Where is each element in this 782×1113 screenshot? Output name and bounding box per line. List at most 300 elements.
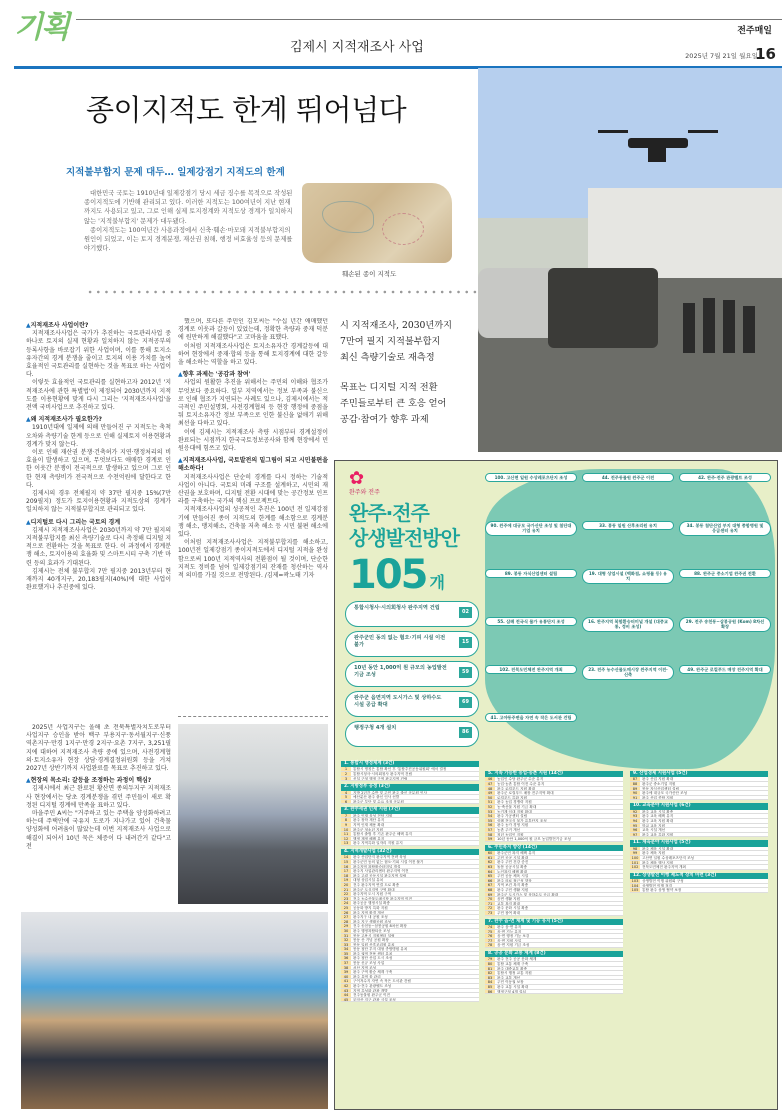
row-text: 읍·면 지원 사업 (497, 938, 522, 943)
row-text: 로컬푸드 특화 지원 (497, 795, 528, 800)
row-number: 102 (631, 865, 639, 870)
row-number: 96 (630, 828, 640, 832)
section-heading: ▲ 디지털로 다시 그리는 국토의 경계 (26, 519, 171, 527)
key-item-number: 02 (459, 607, 472, 618)
row-number: 31 (341, 934, 351, 938)
row-number: 89 (630, 787, 640, 791)
row-text: 완주 구역 환승 체계 구축 (353, 970, 393, 974)
row-number: 77 (485, 939, 495, 943)
row-number: 24 (341, 901, 351, 905)
table-row (630, 888, 768, 893)
row-text: 전북도민체전 완주지역 개최 (642, 865, 686, 869)
row-number: 81 (485, 967, 495, 971)
article-column-2 (178, 318, 328, 710)
pull-quote-line: 시 지적재조사, 2030년까지 (340, 320, 453, 331)
section-heading: ▲ 향후 과제는 '공감과 참여' (178, 371, 328, 379)
row-number: 2 (341, 772, 351, 776)
table-row (341, 998, 479, 1003)
row-number: 14 (341, 855, 351, 859)
infographic-count-number: 105 (349, 552, 427, 598)
infographic-logo (349, 469, 380, 497)
row-number: 40 (341, 975, 351, 979)
row-text: 완주에 대규모 국가산단 조성 (642, 791, 688, 795)
row-text: 행정구청 4개 설치 (497, 989, 526, 994)
project-table (341, 784, 479, 804)
key-item (345, 661, 479, 687)
row-text: 완주·전주 관광벨트 조성 (353, 984, 392, 988)
row-number: 19 (341, 878, 351, 882)
row-number: 39 (341, 970, 351, 974)
row-number: 42 (341, 984, 351, 988)
row-number: 27 (341, 915, 351, 919)
row-text: 삼례 전국식 물가 유통단지 조성 (497, 818, 547, 823)
row-text: 10년 동안 1,000억 원 규모 농업발전기금 조성 (497, 837, 571, 841)
row-text: 고산면 일원 수상레포츠단지 조성 (642, 855, 695, 860)
row-number: 25 (341, 906, 351, 910)
table-row (341, 777, 479, 782)
row-text: 완주군 중소기업 지원 (642, 782, 676, 786)
row-text: 주민 공동 체육 시설 (497, 874, 529, 878)
project-table-header: 1. 통합시 행정체계 (3건) (341, 761, 479, 767)
wanju-jeonju-infographic (334, 460, 778, 1110)
row-number: 85 (485, 985, 495, 989)
row-text: 주민 이동권 보장 (497, 980, 524, 984)
row-number: 71 (485, 902, 495, 906)
row-text: 지방 2년간 수반 및 주민 완주 출신 공무원 인사 (353, 790, 427, 795)
key-item (345, 721, 479, 747)
row-number: 72 (485, 906, 495, 910)
row-text: 봉동 첨단 부지 대형 종합병원 유치 (353, 947, 408, 951)
row-number: 10 (341, 828, 351, 832)
row-number: 28 (341, 920, 351, 924)
row-text: 통합시 명칭은 통합 확인 후 '통합추진공동위원회' 에서 결정 (353, 767, 447, 771)
body-paragraph: 마을주민 A씨는 "거주하고 있는 주택을 양성화하려고 하는데 주택안에 국유지 도로가 지나가고 있어 건축물 양성화에 어려움이 많았는데 이번 지적재조사 사업으로 해결이 되어서 10년 묵은 체증이 다 내려간거 같다"고 전 (26, 810, 171, 850)
infographic-logo-text: 완주와 전주 (349, 489, 380, 496)
infographic-count (349, 553, 445, 605)
row-number: 45 (341, 998, 351, 1002)
row-text: 완주 장학 재단 유지 (353, 818, 385, 822)
project-bubble: 42. 완주·전주 관광벨트 조성 (679, 473, 771, 482)
row-text: 완주공공 행정시설 확충 (353, 901, 390, 905)
body-paragraph: 김제시 지적재조사사업은 2030년까지 약 7만 필지의 지적불부합지를 최신 측량기술로 다시 측정해 디지털 지적으로 전환하는 것을 목표로 한다. 이 과정에서 경계분쟁 해소, 토지이용의 효율화 및 스마트시티 구축 기반 마련 등의 효과가 기대된다. (26, 526, 171, 567)
row-text: 교육 시설 개선 (642, 828, 666, 832)
key-item-number: 86 (459, 727, 472, 738)
key-item-number: 59 (459, 667, 472, 678)
row-text: 농·축산물 지원 기금 확대 (497, 804, 537, 809)
dotted-divider (86, 290, 478, 294)
row-text: 전주동물원 완주군 이전 (353, 993, 390, 997)
row-number: 86 (485, 990, 495, 994)
row-text: 완주 의료 접근성 향상 (497, 878, 532, 883)
row-number: 67 (485, 883, 495, 887)
row-number: 65 (485, 874, 495, 878)
row-number: 68 (485, 888, 495, 892)
row-number: 80 (485, 962, 495, 966)
row-text: 완주 교육 지원 확대 (642, 818, 674, 823)
row-number: 60 (485, 851, 495, 855)
row-number: 69 (485, 893, 495, 897)
table-row (485, 943, 623, 948)
project-bubble: 49. 완주군 로컬푸드 매장 전주지역 확대 (679, 665, 771, 674)
row-number: 49 (485, 791, 495, 795)
row-number: 8 (341, 818, 351, 822)
row-text: 완주 지구 생태공원 조성 (353, 919, 392, 924)
row-text: 모악산 지구 관광 시설 조성 (353, 997, 396, 1002)
pull-quote (340, 318, 476, 428)
row-number: 88 (630, 782, 640, 786)
project-bubble: 41. 고야동주변을 자연 속 작은 도서관 건립 (485, 713, 577, 722)
body-paragraph: 이로 인해 재산권 분쟁·건축허가 지연·행정처리의 비효율이 발생하고 있으며, 무엇보다도 애매한 경계로 인한 이웃간 분쟁이 전국적으로 발생하고 있으며 그로 인한 현재 측량비가 전국적으로 수천억원에 달한다고 한다. (26, 449, 171, 489)
project-bubble: 102. 전북도민체전 완주지역 개최 (485, 665, 577, 674)
row-number: 64 (485, 870, 495, 874)
row-number: 18 (341, 874, 351, 878)
table-row (630, 833, 768, 838)
row-number: 1 (341, 767, 351, 771)
row-number: 52 (485, 805, 495, 809)
row-text: 봉동 일원 산후조리원 유치 (353, 942, 395, 947)
row-text: 예산분산 완주 출신 인사 선발 (353, 795, 400, 799)
row-number: 17 (341, 869, 351, 873)
row-text: 통합시 출범 후 기존 완주군 혜택 유지 (353, 832, 412, 836)
row-number: 57 (485, 828, 495, 832)
row-text: 완주 첨단 산업 도시 조성 (353, 956, 393, 961)
drone-photo-illustration (478, 68, 782, 452)
row-number: 97 (630, 833, 640, 837)
row-number: 33 (341, 943, 351, 947)
row-number: 46 (485, 777, 495, 781)
project-table (630, 803, 768, 837)
row-number: 101 (631, 860, 639, 865)
row-text: 완주 교육 시설 확충 (642, 809, 674, 814)
body-paragraph: 했으며, 또다른 주민인 김모씨는 "수십 년간 애매했던 경계로 이웃과 갈등이 있었는데, 정확한 측량과 중재 덕분에 원만하게 해결했다"고 고마움을 표했다. (178, 318, 328, 342)
row-number: 34 (341, 947, 351, 951)
row-number: 26 (341, 911, 351, 915)
row-text: 완주 로컬푸드 지원 확대 (497, 786, 536, 791)
row-number: 50 (485, 796, 495, 800)
issue-date: 2025년 7월 21일 월요일 (685, 52, 758, 60)
row-number: 62 (485, 860, 495, 864)
body-paragraph: 이처럼 지적재조사사업은 토지소유자간 경계갈등에 대하여 현장에서 중재·합의 등을 통해 토지경계에 대한 갈등을 해소하는 역할을 하고 있다. (178, 342, 328, 367)
row-number: 32 (341, 938, 351, 942)
row-number: 92 (630, 810, 640, 814)
project-table-header: 2. 지방정부 공정 (3건) (341, 784, 479, 790)
infographic-title-line: 완주·전주 (349, 501, 429, 525)
pull-quote-line: 목표는 디지털 지적 전환 (340, 382, 438, 393)
project-table (485, 919, 623, 948)
row-text: 학교 교육 지원 (642, 823, 666, 828)
row-text: 완주 산업 지원 확대 (642, 777, 674, 781)
row-number: 73 (485, 911, 495, 915)
row-number: 13 (341, 841, 351, 845)
row-text: 돌봄 공공시설 확충 (497, 864, 528, 869)
row-number: 59 (485, 837, 495, 841)
key-item-text: 행정구청 4개 설치 (354, 725, 397, 731)
row-number: 104 (631, 883, 639, 888)
council-meeting-photo (21, 912, 328, 1109)
row-number: 100 (631, 855, 639, 860)
row-text: 교통 복지 확대 (497, 901, 521, 906)
row-text: 완주 교통 시설 확대 (497, 984, 529, 989)
body-paragraph: 이렇듯 효율적인 국토관리를 실현하고자 2012년 '지적재조사에 관한 특별법'이 제정되어 2030년까지 지적도를 이용현황에 맞게 다시 그리는 '지적재조사사업'을 전액 국비사업으로 추진하고 있다. (26, 379, 171, 412)
project-bubble: 44. 전주동물원 완주군 이전 (582, 473, 674, 482)
project-table-header: 11. 체육분야 지원사업 (5건) (630, 840, 768, 846)
row-text: 통합시청사·시의회청사 완주지역 건립 (353, 772, 412, 776)
row-text: 청년 농업인 지원 (497, 832, 524, 837)
table-row (485, 990, 623, 995)
row-number: 66 (485, 879, 495, 883)
pull-quote-line: 7만여 필지 지적불부합지 (340, 336, 441, 347)
project-bubble: 88. 완주군 중소기업 완주권 전환 (679, 569, 771, 578)
row-text: 완주 인재 육성 전담 지원 (353, 813, 393, 818)
row-text: 농업·농촌 통합 이전 수준 유지 (497, 782, 545, 786)
lead-paragraph: 종이지적도는 100여년간 사용과정에서 신축·훼손·마모돼 지적불부합지의 원인이 되었고, 이는 토지 경계분쟁, 재산권 침해, 행정 비효율성 등의 문제를 야기했다. (84, 226, 293, 253)
row-text: 전주 송천동~삼봉공원 8차선 확장 (353, 924, 407, 928)
row-number: 15 (341, 860, 351, 864)
body-paragraph: 지적재조사사업의 성공적인 추진은 100년 전 일제강점기에 만들어진 종이 지적도의 한계를 해소함으로 경계분쟁 해소, 맹지해소, 건축물 저촉 해소 등 시민 불편 해소에 있다. (178, 506, 328, 539)
row-number: 35 (341, 952, 351, 956)
body-paragraph: 지적재조사사업은 국가가 추진하는 국토관리사업 중 하나로 토지의 실제 현황과 일치하지 않는 지적공부의 등록사항을 바로잡기 위한 사업이며, 이를 통해 토지소유자간의 경계 분쟁을 줄이고 토지의 이용 가치를 높여 효율적인 국토관리를 실현하는 것을 목표로 하는 사업이다. (26, 330, 171, 379)
row-text: 완주 교통 개선 (497, 975, 521, 980)
row-number: 76 (485, 934, 495, 938)
body-paragraph: 김제시의 경우 전체필지 약 37만 필지중 15%(7만209필지) 정도가 토지이용현황과 지적도상의 경계가 일치하지 않는 지적불부합지로 관리되고 있다. (26, 490, 171, 514)
row-text: 완주 유역 물 관리 (353, 974, 381, 979)
row-text: 행정 재정 혜택 유지 (353, 836, 385, 841)
table-row (630, 796, 768, 801)
body-paragraph: 김제시는 전체 불부합지 7만 필지중 2013년부터 현재까지 40개지구, 20,183필지(40%)에 대한 사업이 완료했거나 추진중에 있다. (26, 567, 171, 592)
row-number: 41 (341, 979, 351, 983)
row-text: 완주 교육 특화 지원 (642, 832, 674, 837)
row-number: 93 (630, 814, 640, 818)
row-text: 읍면 생활 지원 (497, 897, 521, 901)
row-text: 완주군 도시가스 및 상하수도 공급 확대 (497, 892, 559, 897)
project-bubble: 29. 전주 송천동~삼봉공원 (Kom) 8차선 확장 (679, 617, 771, 632)
row-text: 공동화 방지 특화 지원 (353, 905, 388, 910)
infographic-count-unit: 개 (429, 573, 445, 592)
row-text: 완주 전주 공공 문화 체계 (497, 957, 537, 961)
row-number: 79 (485, 957, 495, 961)
project-table-header: 3. 완주세권 인재 지원 (7건) (341, 807, 479, 813)
drone-survey-photo (478, 68, 782, 452)
row-text: 완주 대중교통 확충 (497, 966, 528, 971)
row-number: 54 (485, 814, 495, 818)
row-text: 지역 인재 채용 확대 (353, 822, 385, 827)
row-text: 노인복지 혜택 확대 (497, 869, 528, 874)
row-text: 전주 완주지역 연결 도로 확충 (353, 882, 400, 887)
body-paragraph: 김제시에서 최근 완료된 황산면 종의두지구 지적재조사 현장에서는 당초 경계분쟁을 겪던 주민들이 새로 확정된 디지털 경계에 만족을 표하고 있다. (26, 785, 171, 809)
row-number: 84 (485, 980, 495, 984)
row-number: 55 (485, 819, 495, 823)
row-text: 주민 공공 시설 확대 (497, 855, 529, 860)
body-paragraph: 이에 김제시는 지적재조사 측량 시점부터 경계설정이 완료되는 시점까지 한국국토정보공사와 함께 현장에서 민원응대에 힘쓰고 있다. (178, 428, 328, 453)
page-number: 16 (755, 45, 776, 63)
body-paragraph: 1910년대에 일제에 의해 만들어진 구 지적도는 축척오차와 측량기술 한계 등으로 인해 실제토지 이용현황과 경계가 맞지 않는다. (26, 424, 171, 448)
project-table (341, 849, 479, 1002)
row-number: 44 (341, 993, 351, 997)
pull-quote-line: 공감·참여가 향후 과제 (340, 414, 429, 425)
row-text: 완주 문화 시설 확충 (497, 906, 529, 910)
row-number: 7 (341, 814, 351, 818)
row-text: 완주 가공센터 설립 (497, 814, 528, 818)
key-item-number: 15 (459, 637, 472, 648)
row-number: 99 (630, 851, 640, 855)
row-number: 38 (341, 966, 351, 970)
section-heading: ▲ 현장의 목소리: 갈등을 조정하는 과정이 핵심? (26, 777, 171, 785)
section-heading: ▲ 왜 지적재조사가 필요한가? (26, 416, 171, 424)
row-text: 완주지 사업관리센터 완주지역 이전 (353, 869, 409, 873)
row-number: 83 (485, 976, 495, 980)
key-item-text: 완주군 읍면지역 도시가스 및 상하수도 시설 공급 확대 (354, 695, 442, 708)
project-table-header: 10. 교육분야 지원사업 (6건) (630, 803, 768, 809)
row-text: 완주군민 복지 혜택 유지 (497, 851, 536, 855)
row-text: 완주 고령 공동시설 완주지역 설립 (353, 873, 407, 878)
paper-name: 전주매일 (737, 26, 772, 36)
pull-quote-line: 최신 측량기술로 재측정 (340, 352, 435, 363)
project-bubble: 16. 완주지역 복합환승터미널 개설 (대중교통, 정비 조성) (582, 617, 674, 632)
row-number: 6 (341, 800, 351, 804)
project-bubble: 55. 삼례 전국식 물가 유통단지 조성 (485, 617, 577, 626)
row-number: 21 (341, 888, 351, 892)
row-number: 29 (341, 924, 351, 928)
dashed-divider (178, 716, 328, 717)
row-text: 봉동 자식산업센터 설립 (642, 786, 679, 791)
row-text: 완주 행정복합타운 조성 (353, 928, 390, 933)
project-table-header: 9. 산업경제 지원사업 (5건) (630, 771, 768, 777)
pull-quote-line: 주민들로부터 큰 호응 얻어 (340, 398, 447, 409)
project-bubble: 19. 대형 상업시설 (백화점, 쇼핑몰 등) 유치 (582, 569, 674, 584)
infographic-title (349, 501, 459, 551)
row-number: 43 (341, 989, 351, 993)
article-subhead: 지적불부합지 문제 대두… 일제강점기 지적도의 한계 (66, 167, 285, 178)
row-text: 봉동 산 기념 공원 확장 (353, 938, 389, 942)
row-text: 완주군민 동의 없는 혐오·기피 시설 이전 불가 (353, 860, 424, 864)
row-text: 완주군 부단 및 수요 조절 공무원 (353, 799, 404, 804)
key-item-text: 10년 동안 1,000억 원 규모의 농업발전기금 조성 (354, 665, 447, 678)
row-text: 완주 산업단지 완주지역 전략 육성 (353, 855, 407, 859)
row-text: 읍·면 행정 기능 보강 (497, 934, 530, 938)
article-column-1-continued (26, 724, 171, 904)
map-caption: 훼손된 종이 지적도 (342, 270, 397, 278)
project-bubble: 89. 봉동 자식산업센터 설립 (485, 569, 577, 578)
infographic-title-line: 상생발전방안 (349, 526, 459, 550)
row-number: 75 (485, 930, 495, 934)
key-item-number: 69 (459, 697, 472, 708)
lead-paragraph: 대한민국 국토는 1910년대 일제강점기 당시 세금 징수를 목적으로 작성된 종이지적도에 기반해 관리되고 있다. 이러한 지적도는 100여년이 지난 현재까지도 사용되고 있고, 그로 인해 실제 토지경계와 지적도상 경계가 일치하지 않는 '지적불부합지' 문제가 대두됐다. (84, 190, 293, 225)
table-row (485, 837, 623, 842)
row-text: 완주 읍·면 유지 (497, 925, 522, 929)
row-text: 완주지역 복합환승터미널 개설 (353, 864, 401, 869)
project-table-header: 4. 지역개발사업 (32건) (341, 849, 479, 855)
row-number: 87 (630, 777, 640, 781)
row-text: 읍·면 기능 유지 (497, 929, 522, 934)
project-table (341, 807, 479, 846)
row-number: 63 (485, 865, 495, 869)
article-lead (84, 189, 296, 281)
row-text: 봉동 고용시 지원센터 설립 (353, 933, 395, 938)
article-headline: 종이지적도 한계 뛰어넘다 (86, 93, 407, 127)
section-logo: 기획 (14, 10, 68, 45)
row-text: 완주 권역 전용 센터 유치 (353, 951, 393, 956)
row-number: 36 (341, 956, 351, 960)
header-rule (76, 19, 782, 20)
row-number: 74 (485, 925, 495, 929)
row-text: 상생발전 이행 위원회 구성 (642, 879, 684, 883)
row-number: 53 (485, 810, 495, 814)
row-text: 완주군 도심지역 구역 확대 (353, 887, 395, 892)
project-bubble: 90. 완주에 대규모 국가산단 조성 및 첨단대기업 유치 (485, 521, 577, 536)
row-number: 98 (630, 847, 640, 851)
row-number: 94 (630, 819, 640, 823)
section-heading: ▲ 지적재조사 사업이란? (26, 322, 171, 330)
row-text: 완주 체육 시설 확대 (642, 846, 674, 851)
row-text: 농업인 수당 완주군 수준 유지 (497, 777, 544, 781)
article-column-1 (26, 318, 171, 722)
body-paragraph: 지적재조사사업은 단순히 경계를 다시 정하는 기술적 사업이 아니다. 국토의 미래 구조를 설계하고, 시민의 재산권을 보호하며, 디지털 전환 시대에 맞는 공간정보 인프라를 구축하는 국가의 핵심 프로젝트다. (178, 473, 328, 506)
row-number: 5 (341, 795, 351, 799)
row-number: 61 (485, 856, 495, 860)
row-number: 37 (341, 961, 351, 965)
row-number: 95 (630, 824, 640, 828)
row-text: 농촌 주거 개선 (497, 827, 521, 832)
section-title: 김제시 지적재조사 사업 (290, 40, 424, 55)
row-number: 9 (341, 823, 351, 827)
row-number: 78 (485, 943, 495, 947)
key-item (345, 601, 479, 627)
row-number: 103 (631, 879, 639, 884)
project-bubble: 100. 고산면 일원 수상레포츠단지 조성 (485, 473, 577, 482)
project-table-header: 6. 주민복지 향상 (14건) (485, 845, 623, 851)
row-text: 완주 주민 생활 지원 (497, 887, 529, 892)
row-text: 농기계 임대 지원 확대 (497, 809, 532, 814)
row-text: 완주 주민 건강 증진 (497, 860, 529, 864)
row-number: 12 (341, 837, 351, 841)
row-text: 봉동 신규 조성 사업 (353, 961, 385, 965)
row-number: 20 (341, 883, 351, 887)
row-number: 91 (630, 796, 640, 800)
row-text: 통합 교통 체계 구축 (497, 962, 529, 966)
row-text: 완주 교육 혜택 유지 (642, 814, 674, 818)
row-number: 16 (341, 865, 351, 869)
row-text: 통합시 행정 교통 지원 (497, 971, 532, 975)
row-text: 완주 지역특화 일자리 지원 유지 (353, 841, 403, 845)
row-text: 대형 상업시설 유치 (353, 878, 384, 882)
project-bubble: 33. 봉동 일원 산후조리원 유치 (582, 521, 674, 530)
row-text: 통합 완주 상생 협약 보장 (642, 888, 682, 892)
row-text: 신설 구청 행정 구역 완주지역 건립 (353, 776, 408, 781)
row-text: 완주 농업 경쟁력 지원 (497, 800, 532, 804)
row-text: 완주 체육 지원 (642, 851, 666, 855)
key-item-text: 통합시청사·시의회청사 완주지역 건립 (354, 605, 440, 611)
project-bubble: 23. 전주 농수산물도매시장 완주지역 이전·신축 (582, 665, 674, 680)
key-item-text: 완주군민 동의 없는 혐오·기피 시설 이전 불가 (354, 635, 446, 648)
row-text: 전주 농수산물도매시장 완주지역 이전 (353, 896, 412, 901)
row-text: 완주 농가 경영 지원 (497, 823, 529, 827)
row-number: 23 (341, 897, 351, 901)
table-row (485, 911, 623, 916)
row-text: 구이저수지 자연 속 작은 도서관 건립 (353, 979, 411, 984)
project-table-header: 12. 상생발전 이행 제도적 장치 마련 (3건) (630, 873, 768, 879)
row-number: 3 (341, 777, 351, 781)
key-item (345, 631, 479, 657)
body-paragraph: 사업의 원활한 추진을 위해서는 주민의 이해와 협조가 무엇보다 중요하다. 일부 지역에서는 정보 부족과 불신으로 인해 협조가 지연되는 사례도 있으나, 김제시에서는 적극적인 주민설명회, 사전경계협의 등 현장 행정에 중점을 둬 토지소유자간 정보 부족으로 인한 불신을 없애기 위해 최선을 다하고 있다. (178, 379, 328, 428)
project-table (341, 761, 479, 781)
row-text: 완주군 청소년 지원 (353, 827, 384, 832)
row-number: 105 (631, 888, 639, 893)
row-number: 58 (485, 833, 495, 837)
row-text: 완주군 로컬푸드 매장 전주지역 확대 (497, 791, 554, 795)
row-text: 완주 체육 행사 지원 (642, 860, 674, 865)
table-row (341, 841, 479, 846)
project-table (485, 771, 623, 842)
